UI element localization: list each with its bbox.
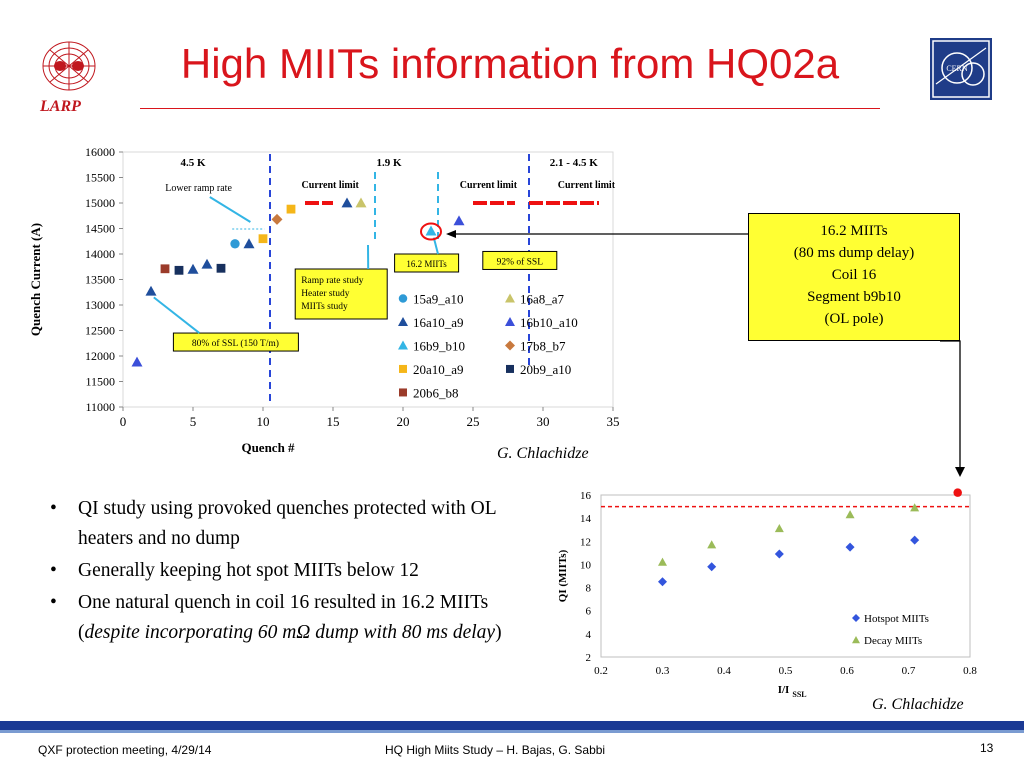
x-tick-label: 0.3 <box>655 665 670 677</box>
callout-arrow-left-head <box>446 230 456 238</box>
x-tick-label: 0 <box>119 414 127 429</box>
y-tick-label: 11500 <box>85 374 115 389</box>
x-tick-label: 35 <box>606 414 620 429</box>
slide-title: High MIITs information from HQ02a <box>180 40 840 87</box>
footer-bar-light <box>0 730 1024 733</box>
legend-label: 17b8_b7 <box>520 338 566 354</box>
data-point <box>161 264 170 273</box>
larp-logo <box>38 38 100 98</box>
cern-text: CERN <box>946 64 968 73</box>
page-number: 13 <box>980 741 994 755</box>
x-tick-label: 0.6 <box>840 665 854 677</box>
current-limit-label: Current limit <box>557 180 616 191</box>
y-tick-label: 10 <box>580 559 591 572</box>
y-tick-label: 13500 <box>85 272 115 287</box>
footer-center: HQ High Miits Study – H. Bajas, G. Sabbi <box>385 743 606 757</box>
bullet-item: • Generally keeping hot spot MIITs below 12 <box>50 556 550 586</box>
y-tick-label: 12000 <box>85 349 115 363</box>
current-limit-label: Current limit <box>459 180 518 191</box>
legend-marker <box>399 294 408 303</box>
y-axis-label: Quench Current (A) <box>28 222 43 337</box>
plot-area <box>601 495 970 657</box>
x-tick-label: 10 <box>256 414 270 429</box>
data-point <box>217 264 226 273</box>
miits-vs-ssl-chart <box>548 480 988 700</box>
data-point <box>953 488 962 497</box>
y-tick-label: 16000 <box>85 145 115 159</box>
legend-marker <box>399 365 407 373</box>
y-tick-label: 4 <box>585 628 591 641</box>
y-tick-label: 12500 <box>85 323 115 338</box>
footer-left: QXF protection meeting, 4/29/14 <box>38 743 212 757</box>
larp-label: LARP <box>40 98 81 115</box>
legend-label: 20b9_a10 <box>520 361 572 377</box>
x-tick-label: 15 <box>326 414 340 429</box>
x-tick-label: 0.2 <box>594 665 608 677</box>
ramp-study-line: Heater study <box>301 289 350 299</box>
y-tick-label: 8 <box>585 582 591 595</box>
ssl80-label: 80% of SSL (150 T/m) <box>191 339 279 350</box>
legend-label: 16a10_a9 <box>413 314 464 330</box>
x-tick-label: 0.8 <box>963 665 977 677</box>
legend-label: Decay MIITs <box>864 635 923 647</box>
legend-label: 16a8_a7 <box>520 291 565 307</box>
legend-label: 15a9_a10 <box>413 291 464 307</box>
cern-logo <box>930 38 992 100</box>
y-tick-label: 2 <box>585 652 591 664</box>
callout-connector <box>940 341 960 473</box>
miits162-label: 16.2 MIITs <box>406 259 447 269</box>
x-tick-label: 30 <box>536 414 550 429</box>
x-axis-label-sub: SSL <box>792 690 807 699</box>
lower-ramp-label: Lower ramp rate <box>165 183 232 194</box>
ssl92-label: 92% of SSL <box>496 257 544 268</box>
region-label: 2.1 - 4.5 K <box>549 157 598 169</box>
y-tick-label: 14 <box>580 513 591 526</box>
data-point <box>175 266 184 275</box>
bullet-item: • One natural quench in coil 16 resulted in 16.2 MIITs (despite incorporating 60 mΩ dump with 80 ms delay) <box>50 588 550 648</box>
x-axis-label: Quench # <box>241 440 295 455</box>
x-tick-label: 0.4 <box>717 665 731 677</box>
x-tick-label: 20 <box>396 414 410 429</box>
region-label: 1.9 K <box>376 157 402 169</box>
chart-credit-top: G. Chlachidze <box>497 445 589 462</box>
y-tick-label: 15500 <box>85 170 115 185</box>
region-label: 4.5 K <box>180 157 206 169</box>
legend-label: 20a10_a9 <box>413 361 464 377</box>
footer-bar <box>0 721 1024 730</box>
x-tick-label: 25 <box>466 414 480 429</box>
legend-marker <box>399 388 407 396</box>
legend-label: Hotspot MIITs <box>864 613 929 625</box>
y-tick-label: 13000 <box>85 298 115 312</box>
bullet-list <box>50 494 550 650</box>
x-tick-label: 5 <box>189 414 197 429</box>
legend-label: 16b10_a10 <box>520 314 578 330</box>
bullet-item: • QI study using provoked quenches protected with OL heaters and no dump <box>50 494 550 554</box>
callout-line: (OL pole) <box>824 311 884 327</box>
y-tick-label: 6 <box>585 605 591 618</box>
y-tick-label: 15000 <box>85 196 115 210</box>
data-point <box>259 234 268 243</box>
callout-arrow-down-head <box>955 467 965 477</box>
callout-line: (80 ms dump delay) <box>793 245 915 261</box>
data-point <box>230 239 239 248</box>
data-point <box>287 205 296 214</box>
callout-line: Segment b9b10 <box>807 289 901 305</box>
x-tick-label: 0.5 <box>778 665 793 677</box>
y-tick-label: 11000 <box>85 400 115 414</box>
ramp-study-line: Ramp rate study <box>301 276 364 286</box>
x-tick-label: 0.7 <box>901 665 916 677</box>
y-tick-label: 14500 <box>85 221 115 236</box>
current-limit-label: Current limit <box>301 180 359 191</box>
chart-credit-bottom: G. Chlachidze <box>872 696 964 713</box>
ramp-study-line: MIITs study <box>301 302 348 312</box>
title-underline <box>140 108 880 109</box>
x-axis-label: I/I <box>777 684 790 696</box>
legend-label: 16b9_b10 <box>413 338 465 354</box>
callout-line: 16.2 MIITs <box>820 223 888 239</box>
legend-label: 20b6_b8 <box>413 385 459 401</box>
y-tick-label: 14000 <box>85 247 115 261</box>
y-tick-label: 16 <box>580 490 591 502</box>
y-tick-label: 12 <box>580 536 591 549</box>
callout-line: Coil 16 <box>831 267 877 283</box>
y-axis-label: QI (MIITs) <box>557 549 569 603</box>
